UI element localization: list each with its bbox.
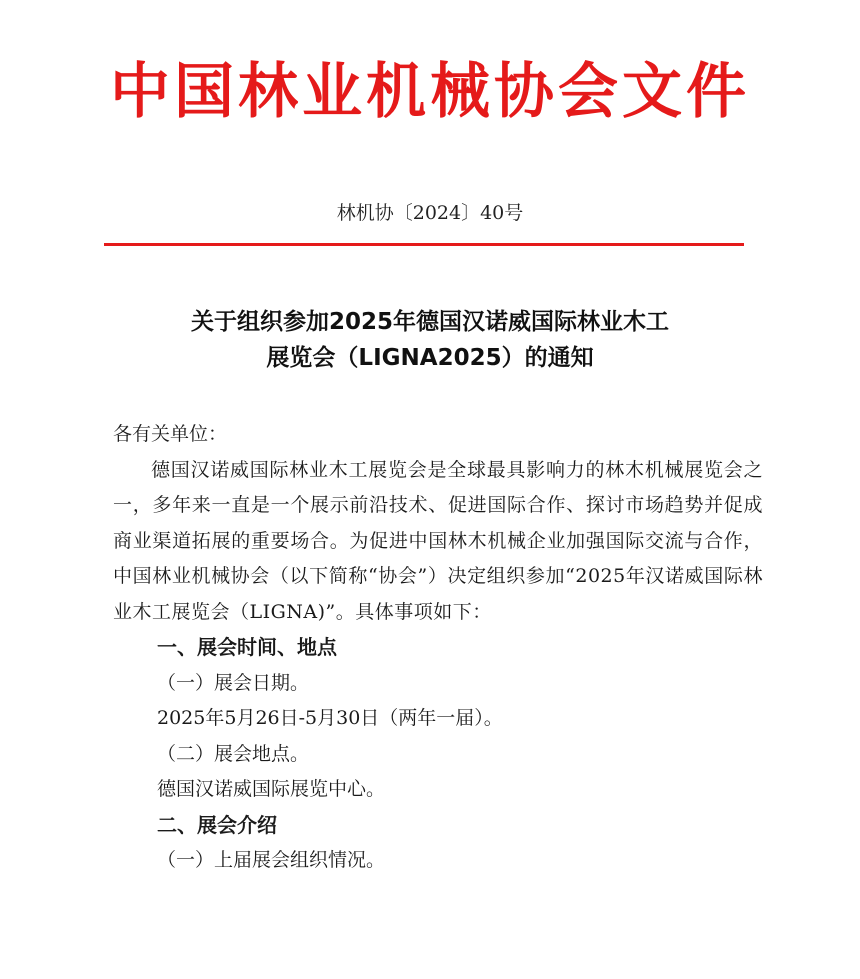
document-number: 林机协〔2024〕40号: [336, 202, 524, 224]
red-divider-line: [104, 243, 744, 246]
section-2-subheading-previous: （一）上届展会组织情况。: [157, 849, 386, 871]
exhibition-date: 2025年5月26日-5月30日（两年一届）。: [157, 707, 503, 729]
notice-title: [0, 304, 860, 376]
section-1-heading: 一、展会时间、地点: [157, 635, 337, 659]
notice-title-line-2: 展览会（LIGNA2025）的通知: [266, 345, 594, 371]
intro-paragraph: 德国汉诺威国际林业木工展览会是全球最具影响力的林木机械展览会之一，多年来一直是一个展示前沿技术、促进国际合作、探讨市场趋势并促成商业渠道拓展的重要场合。为促进中国林木机械企业加强国际交流与合作，中国林业机械协会（以下简称“协会”）决定组织参加“2025年汉诺威国际林业木工展览会（LIGNA)”。具体事项如下：: [113, 458, 763, 623]
salutation: 各有关单位：: [113, 423, 228, 445]
section-1-subheading-date: （一）展会日期。: [157, 671, 310, 694]
section-1-subheading-venue: （二）展会地点。: [157, 742, 310, 765]
document-body: [113, 417, 763, 879]
exhibition-venue: 德国汉诺威国际展览中心。: [157, 778, 386, 800]
notice-title-line-1: 关于组织参加2025年德国汉诺威国际林业木工: [190, 309, 669, 335]
document-masthead: 中国林业机械协会文件: [110, 57, 750, 127]
section-2-heading: 二、展会介绍: [157, 812, 277, 837]
